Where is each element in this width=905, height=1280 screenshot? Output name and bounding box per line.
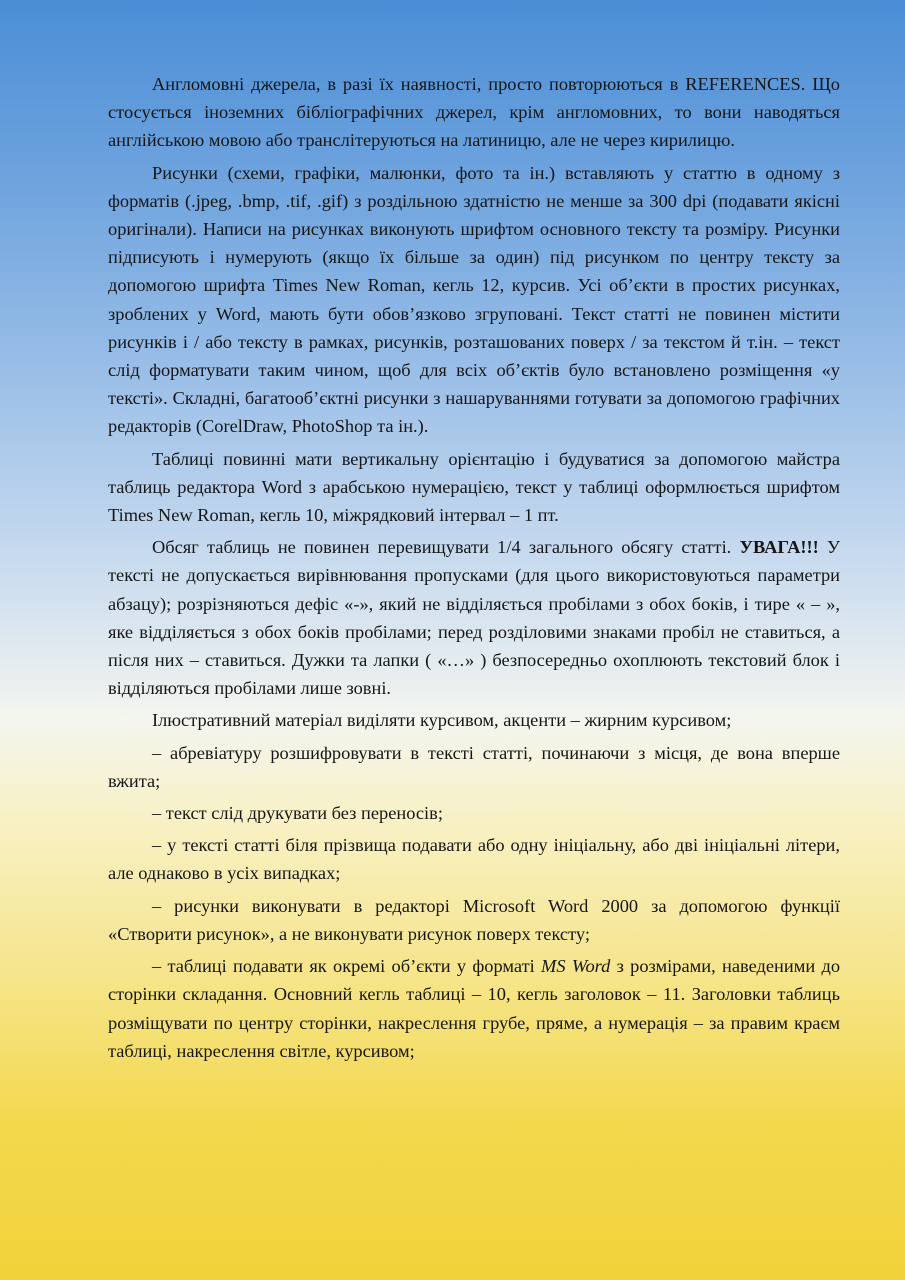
- tables-rule-text: з розмірами, наведеними до сторінки складання. Основний кегль таблиці – 10, кегль заголовок – 11. Заголовки таблиць розміщувати по центру сторінки, накреслення грубе, пряме, а нумерація – за правим краєм таблиці, накреслення світле, курсивом;: [108, 956, 841, 1061]
- tables-rule-format: MS Word: [541, 956, 611, 977]
- rule-initials: – у тексті статті біля прізвища подавати або одну ініціальну, або дві ініціальні літери, але однаково в усіх випадках;: [108, 835, 840, 884]
- attention-lead: Обсяг таблиць не повинен перевищувати 1/4 загального обсягу статті.: [152, 537, 740, 558]
- paragraph-attention: [108, 533, 840, 702]
- paragraph-references: Англомовні джерела, в разі їх наявності, просто повторюються в REFERENCES. Що стосується іноземних бібліографічних джерел, крім англомовних, то вони наводяться англійською мовою або транслітеруються на латиницю, але не через кирилицю.: [108, 74, 840, 151]
- rule-abbreviations: – абревіатуру розшифровувати в тексті статті, починаючи з місця, де вона вперше вжита;: [108, 742, 840, 791]
- rule-tables-objects: [108, 952, 840, 1065]
- paragraph-tables: Таблиці повинні мати вертикальну орієнтацію і будуватися за допомогою майстра таблиць редактора Word з арабською нумерацією, текст у таблиці оформлюється шрифтом Times New Roman, кегль 10, міжрядковий інтервал – 1 пт.: [108, 448, 840, 526]
- document-page: [108, 70, 840, 1069]
- rule-figures-word: – рисунки виконувати в редакторі Microsoft Word 2000 за допомогою функції «Створити рисунок», а не виконувати рисунок поверх тексту;: [108, 895, 840, 944]
- attention-label: УВАГА!!!: [739, 537, 819, 558]
- attention-text: У тексті не допускається вирівнювання пропусками (для цього використовуються параметри абзацу); розрізняються дефіс «-», який не відділяється пробілами з обох боків, і тире « – », яке відділяється з обох боків пробілами; перед розділовими знаками пробіл не ставиться, а після них – ставиться. Дужки та лапки ( «…» ) безпосередньо охоплюють текстовий блок і відділяються пробілами лише зовні.: [108, 537, 840, 699]
- tables-rule-lead: – таблиці подавати як окремі об’єкти у форматі: [152, 956, 542, 977]
- paragraph-figures: Рисунки (схеми, графіки, малюнки, фото та ін.) вставляють у статтю в одному з форматів (.jpeg, .bmp, .tif, .gif) з роздільною здатністю не менше за 300 dpi (подавати якісні оригінали). Написи на рисунках виконують шрифтом основного тексту та розміру. Рисунки підписують і нумерують (якщо їх більше за один) під рисунком по центру тексту за допомогою шрифта Times New Roman, кегль 12, курсив. Усі об’єкти в простих рисунках, зроблених у Word, мають бути обов’язково згруповані. Текст статті не повинен містити рисунків і / або тексту в рамках, рисунків, розташованих поверх / за текстом й т.ін. – текст слід форматувати таким чином, щоб для всіх об’єктів було встановлено розміщення «у тексті». Складні, багатооб’єктні рисунки з нашаруваннями готувати за допомогою графічних редакторів (CorelDraw, PhotoShop та ін.).: [108, 162, 840, 437]
- rule-no-hyphenation: – текст слід друкувати без переносів;: [152, 803, 443, 824]
- rule-illustrations: Ілюстративний матеріал виділяти курсивом, акценти – жирним курсивом;: [152, 710, 732, 731]
